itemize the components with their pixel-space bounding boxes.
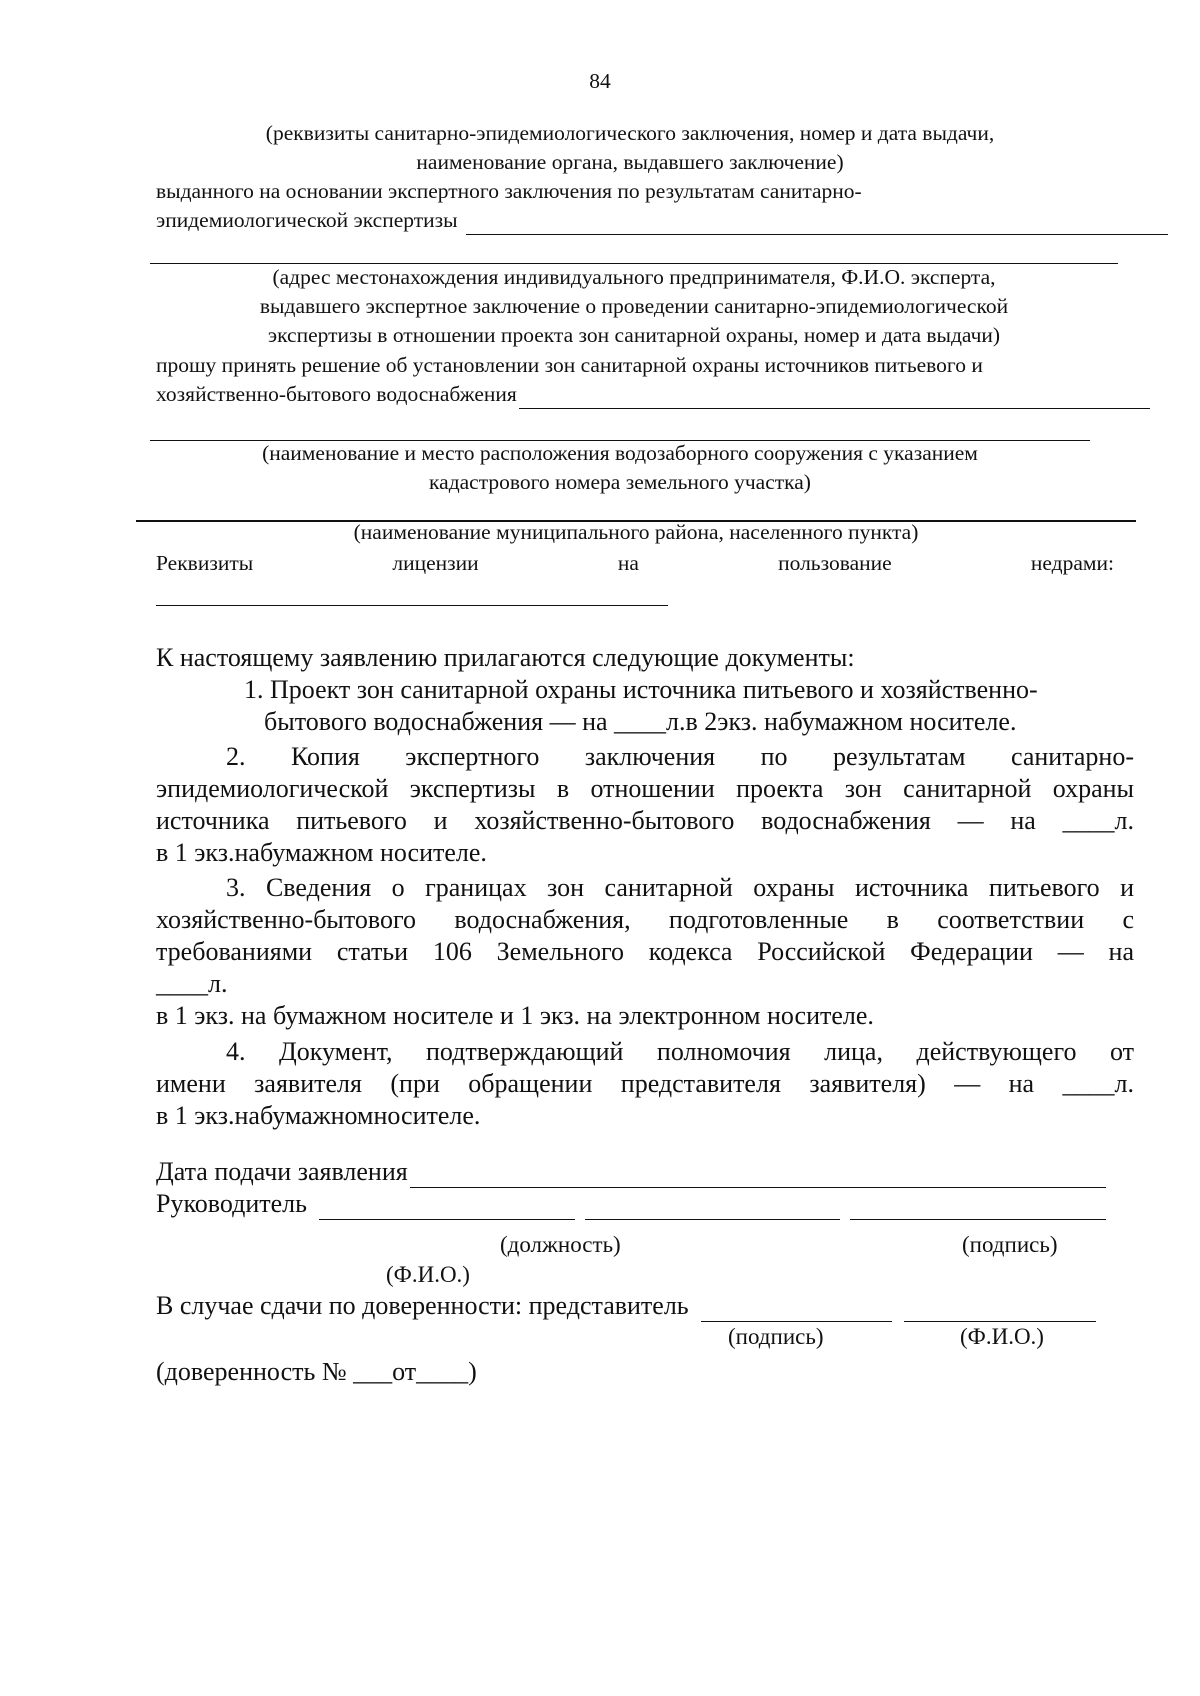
request-line: прошу принять решение об установлении зон санитарной охраны источников питьевого и xyxy=(156,353,983,377)
power-of-attorney-line: (доверенность № ___от____) xyxy=(156,1357,477,1386)
attachment-item-3-line-5: в 1 экз. на бумажном носителе и 1 экз. на электронном носителе. xyxy=(156,1001,874,1030)
proxy-fio-blank[interactable] xyxy=(904,1299,1096,1322)
attachments-heading: К настоящему заявлению прилагаются следующие документы: xyxy=(156,643,855,672)
attachment-item-4-line-2: имени заявителя (при обращении представителя заявителя) — на ____л. xyxy=(156,1069,1134,1098)
license-word: недрами: xyxy=(1030,551,1114,575)
license-line xyxy=(156,548,1114,578)
head-fio-blank[interactable] xyxy=(850,1197,1106,1220)
proxy-label: В случае сдачи по доверенности: представитель xyxy=(156,1291,689,1320)
attachment-item-2-line-2: эпидемиологической экспертизы в отношении проекта зон санитарной охраны xyxy=(156,774,1134,803)
attachment-item-1-line-2: бытового водоснабжения — на ____л.в 2экз. набумажном носителе. xyxy=(264,707,1017,736)
attachment-item-2-line-1: 2. Копия экспертного заключения по результатам санитарно- xyxy=(226,742,1134,771)
water-supply-line xyxy=(156,379,1150,409)
submission-date-label: Дата подачи заявления xyxy=(156,1157,408,1186)
proxy-caption-signature: (подпись) xyxy=(728,1324,824,1349)
expertise-blank[interactable] xyxy=(466,212,1168,235)
attachment-item-3-line-3: требованиями статьи 106 Земельного кодекса Российской Федерации — на xyxy=(156,937,1134,966)
issued-line: выданного на основании экспертного заключения по результатам санитарно- xyxy=(156,179,862,203)
caption-signature: (подпись) xyxy=(962,1232,1058,1257)
caption-issuing-body: наименование органа, выдавшего заключение) xyxy=(416,150,844,174)
proxy-caption-fio: (Ф.И.О.) xyxy=(960,1324,1044,1349)
license-word: Реквизиты xyxy=(156,551,254,575)
caption-position: (должность) xyxy=(500,1232,621,1257)
attachment-item-2-line-3: источника питьевого и хозяйственно-бытового водоснабжения — на ____л. xyxy=(156,806,1134,835)
caption-fio: (Ф.И.О.) xyxy=(386,1262,470,1287)
attachment-item-3-line-4: ____л. xyxy=(156,969,228,998)
caption-conclusion-details: (реквизиты санитарно-эпидемиологического заключения, номер и дата выдачи, xyxy=(265,121,995,145)
head-position-blank[interactable] xyxy=(319,1197,575,1220)
caption-expert-conclusion: выдавшего экспертное заключение о проведении санитарно-эпидемиологической xyxy=(259,294,1009,318)
caption-entrepreneur-address: (адрес местонахождения индивидуального предпринимателя, Ф.И.О. эксперта, xyxy=(272,265,996,289)
attachment-item-2-line-4: в 1 экз.набумажном носителе. xyxy=(156,838,487,867)
submission-date-line xyxy=(156,1156,1106,1188)
caption-cadastral-number: кадастрового номера земельного участка) xyxy=(429,470,811,494)
caption-municipality: (наименование муниципального района, населенного пункта) xyxy=(353,520,919,544)
caption-expertise-project: экспертизы в отношении проекта зон санитарной охраны, номер и дата выдачи) xyxy=(267,323,1001,347)
water-supply-label: хозяйственно-бытового водоснабжения xyxy=(156,382,517,406)
proxy-signature-blank[interactable] xyxy=(701,1299,893,1322)
page-number: 84 xyxy=(589,69,611,93)
attachment-item-3-line-2: хозяйственно-бытового водоснабжения, подготовленные в соответствии с xyxy=(156,905,1134,934)
attachment-item-4-line-1: 4. Документ, подтверждающий полномочия лица, действующего от xyxy=(226,1037,1134,1066)
attachment-item-4-line-3: в 1 экз.набумажномносителе. xyxy=(156,1101,481,1130)
head-line xyxy=(156,1188,1106,1220)
attachment-item-1-line-1: 1. Проект зон санитарной охраны источника питьевого и хозяйственно- xyxy=(244,675,1038,704)
water-supply-blank[interactable] xyxy=(519,386,1150,409)
license-word: на xyxy=(617,551,639,575)
head-signature-blank[interactable] xyxy=(585,1197,841,1220)
proxy-line xyxy=(156,1290,1096,1322)
expertise-line xyxy=(156,205,1168,235)
attachment-item-3-line-1: 3. Сведения о границах зон санитарной охраны источника питьевого и xyxy=(226,873,1134,902)
license-word: пользование xyxy=(778,551,892,575)
expertise-label: эпидемиологической экспертизы xyxy=(156,208,458,232)
head-label: Руководитель xyxy=(156,1189,307,1218)
caption-intake-facility: (наименование и место расположения водозаборного сооружения с указанием xyxy=(262,441,978,465)
license-word: лицензии xyxy=(392,551,479,575)
submission-date-blank[interactable] xyxy=(410,1165,1106,1188)
license-blank[interactable] xyxy=(156,605,668,606)
